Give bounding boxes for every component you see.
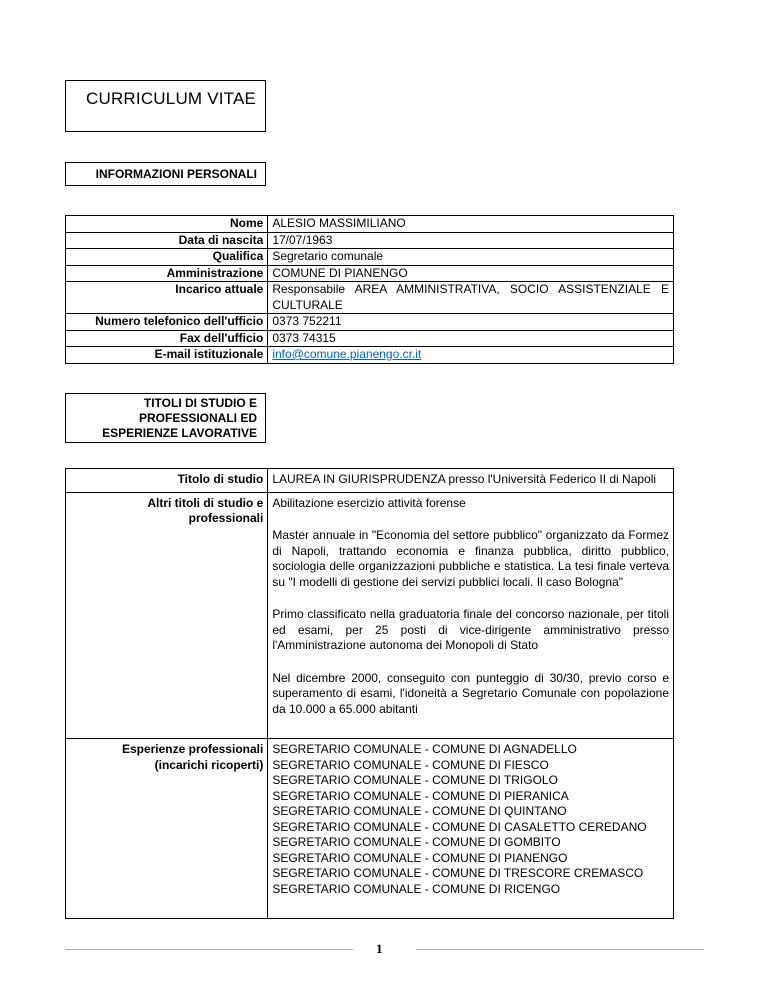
table-row xyxy=(66,739,674,919)
table-row xyxy=(66,330,674,347)
row-value xyxy=(268,347,674,364)
list-item: SEGRETARIO COMUNALE - COMUNE DI QUINTANO xyxy=(272,804,567,818)
title-box xyxy=(65,80,266,132)
page-title: CURRICULUM VITAE xyxy=(86,89,257,108)
table-row xyxy=(66,347,674,364)
row-label: Numero telefonico dell'ufficio xyxy=(66,314,268,331)
table-row xyxy=(66,265,674,282)
list-item: SEGRETARIO COMUNALE - COMUNE DI PIANENGO xyxy=(272,850,568,865)
list-item: SEGRETARIO COMUNALE - COMUNE DI PIERANICA xyxy=(272,788,569,803)
studies-section-title: TITOLI DI STUDIO E PROFESSIONALI ED ESPERIENZE LAVORATIVE xyxy=(102,396,257,440)
row-value: 0373 74315 xyxy=(268,330,674,347)
row-value xyxy=(268,739,674,919)
row-value: LAUREA IN GIURISPRUDENZA presso l'Università Federico II di Napoli xyxy=(268,469,674,493)
table-row xyxy=(66,492,674,739)
table-row xyxy=(66,282,674,314)
row-label: Incarico attuale xyxy=(66,282,268,314)
table-row xyxy=(66,469,674,493)
experience-list xyxy=(272,742,669,897)
footer-divider-left xyxy=(65,949,353,950)
paragraph: Primo classificato nella graduatoria finale del concorso nazionale, per titoli ed esami, per 25 posti di vice-dirigente amministrativo presso l'Amministrazione autonoma dei Monopoli di Stato xyxy=(272,607,669,652)
list-item: SEGRETARIO COMUNALE - COMUNE DI FIESCO xyxy=(272,757,549,772)
paragraph: Master annuale in "Economia del settore pubblico" organizzato da Formez di Napoli, trattando economia e finanza pubblica, diritto pubblico, sociologia delle organizzazioni pubbliche e statistica. La tesi finale verteva su "I modelli di gestione dei servizi pubblici locali. Il caso Bologna" xyxy=(272,528,669,589)
row-value: ALESIO MASSIMILIANO xyxy=(268,216,674,233)
table-row xyxy=(66,216,674,233)
row-label: Nome xyxy=(66,216,268,233)
personal-section-heading xyxy=(65,162,266,186)
email-link[interactable]: info@comune.pianengo.cr.it xyxy=(272,347,422,361)
studies-table xyxy=(65,468,674,919)
table-row xyxy=(66,249,674,266)
row-label: E-mail istituzionale xyxy=(66,347,268,364)
row-value: Segretario comunale xyxy=(268,249,674,266)
row-label: Titolo di studio xyxy=(66,469,268,493)
row-value: Responsabile AREA AMMINISTRATIVA, SOCIO ASSISTENZIALE E CULTURALE xyxy=(268,282,674,314)
row-label: Esperienze professionali (incarichi ricoperti) xyxy=(66,739,268,919)
table-row xyxy=(66,314,674,331)
row-value xyxy=(268,492,674,739)
row-value: 17/07/1963 xyxy=(268,232,674,249)
paragraph: Abilitazione esercizio attività forense xyxy=(272,495,466,510)
row-value: 0373 752211 xyxy=(268,314,674,331)
row-value: COMUNE DI PIANENGO xyxy=(268,265,674,282)
row-label: Amministrazione xyxy=(66,265,268,282)
table-row xyxy=(66,232,674,249)
list-item: SEGRETARIO COMUNALE - COMUNE DI TRESCORE CREMASCO xyxy=(272,866,644,880)
list-item: SEGRETARIO COMUNALE - COMUNE DI RICENGO xyxy=(272,881,561,896)
footer-divider-right xyxy=(416,949,704,950)
paragraph: Nel dicembre 2000, conseguito con punteggio di 30/30, previo corso e superamento di esami, l'idoneità a Segretario Comunale con popolazione da 10.000 a 65.000 abitanti xyxy=(272,670,669,716)
list-item: SEGRETARIO COMUNALE - COMUNE DI TRIGOLO xyxy=(272,773,558,787)
row-label: Qualifica xyxy=(66,249,268,266)
row-label: Altri titoli di studio e professionali xyxy=(66,492,268,739)
studies-section-heading xyxy=(65,393,266,443)
row-label: Data di nascita xyxy=(66,232,268,249)
personal-section-title: INFORMAZIONI PERSONALI xyxy=(95,167,257,181)
personal-info-table xyxy=(65,215,674,364)
list-item: SEGRETARIO COMUNALE - COMUNE DI GOMBITO xyxy=(272,835,561,849)
list-item: SEGRETARIO COMUNALE - COMUNE DI AGNADELLO xyxy=(272,742,577,756)
page-number: 1 xyxy=(376,941,383,956)
list-item: SEGRETARIO COMUNALE - COMUNE DI CASALETTO CEREDANO xyxy=(272,819,647,834)
row-label: Fax dell'ufficio xyxy=(66,330,268,347)
